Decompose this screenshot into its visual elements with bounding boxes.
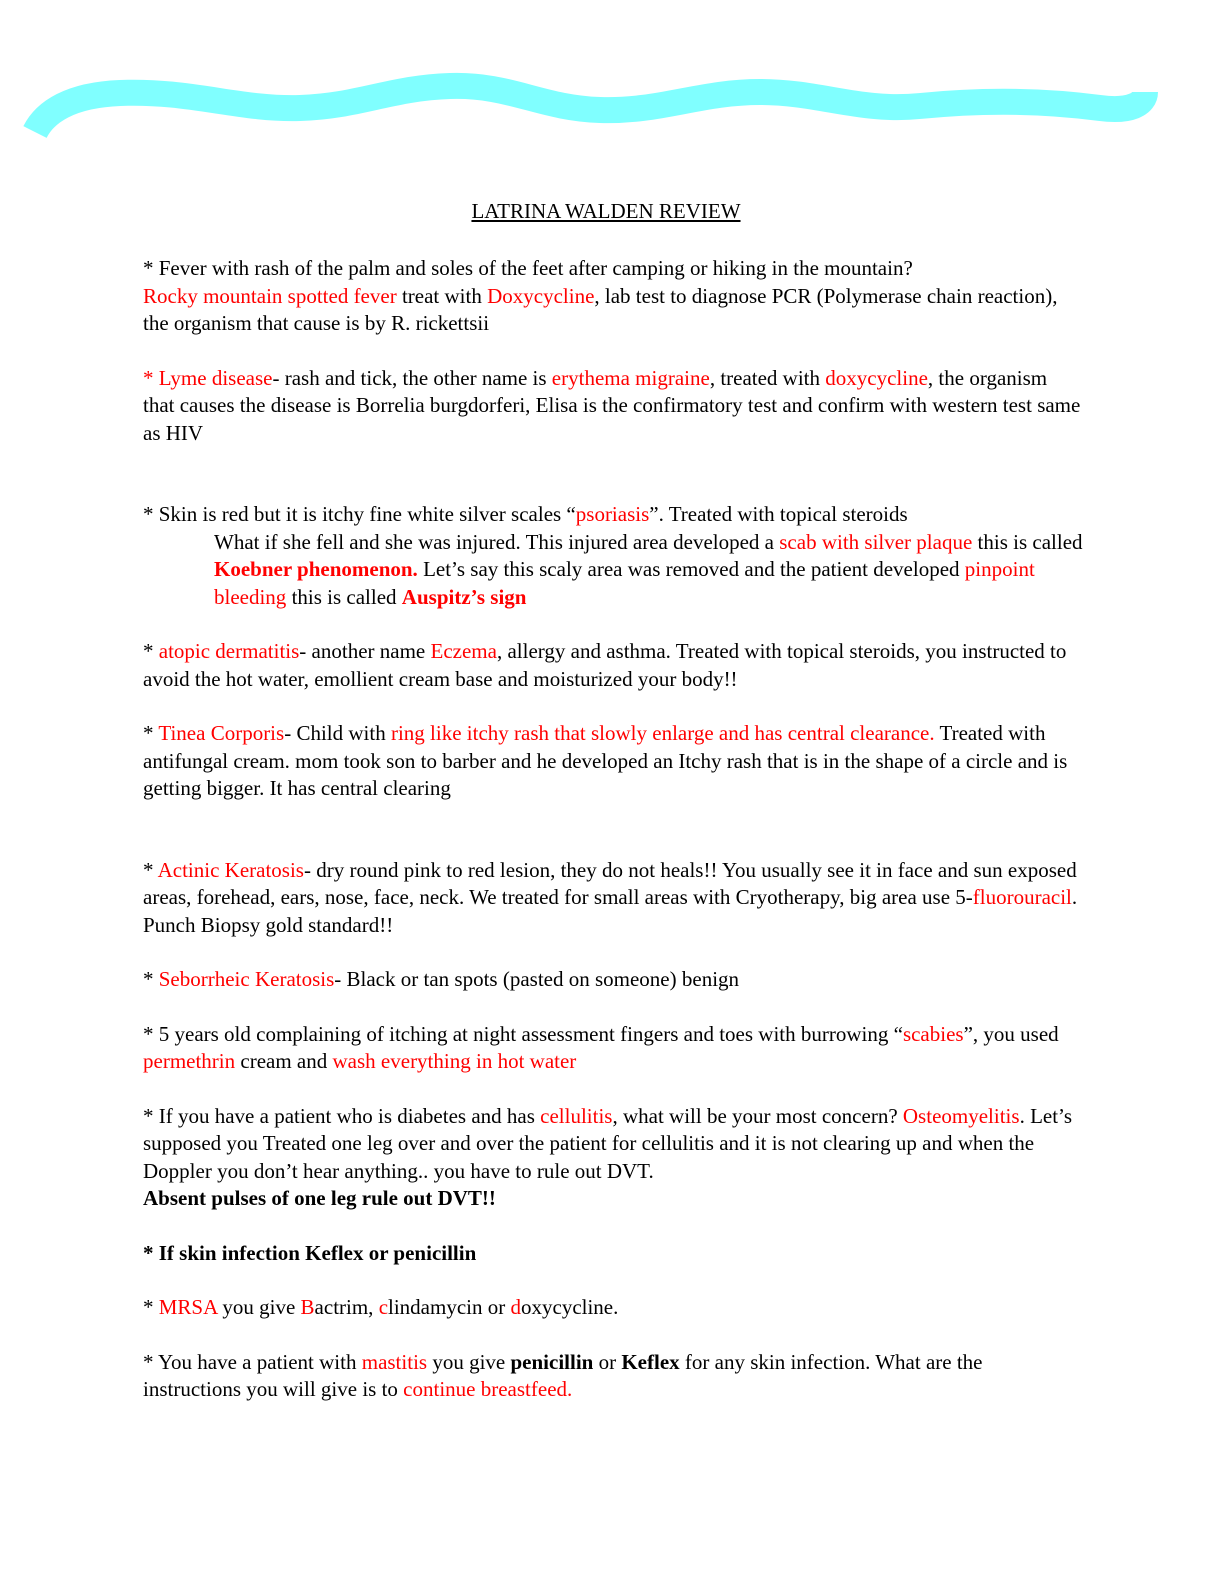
lyme-drug: doxycycline <box>825 365 928 390</box>
tinea-text: - Child with <box>284 721 391 745</box>
mrsa-text: you give <box>217 1295 301 1319</box>
psoriasis-text: * Skin is red but it is itchy fine white silver scales “ <box>143 502 576 526</box>
bactrim-initial: B <box>300 1295 315 1319</box>
mrsa-text: lindamycin or <box>388 1295 511 1319</box>
lyme-paragraph <box>143 365 1083 448</box>
psoriasis-scab: scab with silver plaque <box>779 529 973 554</box>
bullet: * <box>143 721 159 745</box>
auspitz-sign: Auspitz’s sign <box>401 584 527 609</box>
psoriasis-paragraph <box>143 501 1083 529</box>
actinic-name: Actinic Keratosis <box>157 857 304 882</box>
mastitis-text: * You have a patient with <box>143 1349 362 1374</box>
cellulitis-text: , what will be your most concern? <box>612 1103 903 1128</box>
rmsf-text: treat with <box>396 283 488 308</box>
keflex-drug: Keflex <box>621 1349 680 1374</box>
fluorouracil-drug: fluorouracil <box>972 885 1072 909</box>
psoriasis-followup <box>143 529 1083 612</box>
tinea-paragraph <box>143 720 1083 803</box>
psoriasis-text: this is called <box>972 529 1083 554</box>
atopic-paragraph <box>143 638 1083 693</box>
bullet: * <box>143 857 158 882</box>
scabies-paragraph <box>143 1021 1083 1076</box>
bullet: * <box>143 639 159 663</box>
lyme-name: * Lyme disease <box>143 365 273 390</box>
scabies-text: cream and <box>235 1049 333 1073</box>
cellulitis-name: cellulitis <box>540 1103 613 1128</box>
psoriasis-text: ”. Treated with topical steroids <box>649 502 908 526</box>
mastitis-paragraph <box>143 1349 1083 1404</box>
mastitis-text: or <box>593 1349 622 1374</box>
bullet: * <box>143 1295 159 1319</box>
scabies-name: scabies <box>902 1021 964 1046</box>
permethrin-drug: permethrin <box>143 1049 236 1073</box>
lyme-text: , the organism that causes the disease is Borrelia burgdorferi, Elisa is the confirmatory test and confirm with western test same as HIV <box>143 365 1081 445</box>
cellulitis-paragraph <box>143 1103 1083 1213</box>
rmsf-question: * Fever with rash of the palm and soles of the feet after camping or hiking in the mountain? <box>143 256 913 280</box>
scabies-wash-instruction: wash everything in hot water <box>332 1049 577 1073</box>
scabies-text: ”, you used <box>963 1021 1059 1046</box>
breastfeed-instruction: continue breastfeed. <box>403 1377 573 1401</box>
bullet: * <box>143 967 159 991</box>
mastitis-text: for any skin infection. What are the instructions you will give is to <box>143 1349 983 1401</box>
tinea-name: Tinea Corporis <box>158 721 285 745</box>
actinic-text: . Punch Biopsy gold standard!! <box>143 885 1078 937</box>
psoriasis-text: Let’s say this scaly area was removed and the patient developed <box>417 557 965 581</box>
seborrheic-paragraph <box>143 966 1083 994</box>
review-body <box>143 255 1083 1404</box>
actinic-text: - dry round pink to red lesion, they do not heals!! You usually see it in face and sun exposed areas, forehead, ears, nose, face, neck. We treated for small areas with Cryotherapy, big area use 5- <box>143 857 1077 909</box>
page-title: LATRINA WALDEN REVIEW <box>471 199 741 223</box>
mrsa-text: actrim, <box>314 1295 379 1319</box>
rmsf-drug: Doxycycline <box>487 283 595 308</box>
tinea-description: ring like itchy rash that slowly enlarge and has central clearance. <box>390 721 935 745</box>
penicillin-drug: penicillin <box>510 1349 594 1374</box>
actinic-paragraph <box>143 857 1083 940</box>
mastitis-name: mastitis <box>361 1349 428 1374</box>
seborrheic-name: Seborrheic Keratosis <box>158 967 335 991</box>
atopic-text: - another name <box>299 639 431 663</box>
dvt-rule: Absent pulses of one leg rule out DVT!! <box>143 1186 496 1210</box>
skin-infection-paragraph: * If skin infection Keflex or penicillin <box>143 1240 477 1265</box>
rmsf-text: , lab test to diagnose PCR (Polymerase chain reaction), the organism that cause is by R. rickettsii <box>143 283 1058 335</box>
wave-stroke <box>35 86 1145 132</box>
clindamycin-initial: c <box>378 1295 389 1319</box>
rmsf-paragraph <box>143 255 1083 338</box>
mrsa-text: oxycycline. <box>521 1295 619 1319</box>
eczema-name: Eczema <box>430 639 497 663</box>
osteomyelitis-name: Osteomyelitis <box>902 1103 1020 1128</box>
psoriasis-text: this is called <box>286 584 402 609</box>
koebner-phenomenon: Koebner phenomenon. <box>214 557 418 581</box>
lyme-text: - rash and tick, the other name is <box>272 365 552 390</box>
scabies-text: * 5 years old complaining of itching at night assessment fingers and toes with burrowing “ <box>143 1021 903 1046</box>
seborrheic-text: - Black or tan spots (pasted on someone) benign <box>334 967 740 991</box>
cellulitis-text: . Let’s supposed you Treated one leg over and over the patient for cellulitis and it is not clearing up and when the Doppler you don’t hear anything.. you have to rule out DVT. <box>143 1103 1073 1183</box>
psoriasis-name: psoriasis <box>575 502 650 526</box>
lyme-text: , treated with <box>709 365 826 390</box>
cellulitis-text: * If you have a patient who is diabetes and has <box>143 1103 541 1128</box>
mrsa-paragraph <box>143 1294 1083 1322</box>
atopic-name: atopic dermatitis <box>158 639 300 663</box>
rmsf-name: Rocky mountain spotted fever <box>143 283 397 308</box>
doxycycline-initial: d <box>510 1295 521 1319</box>
mastitis-text: you give <box>427 1349 511 1374</box>
pinpoint-bleeding: pinpoint bleeding <box>214 557 1035 609</box>
cyan-wave-banner <box>0 0 1224 180</box>
tinea-text: Treated with antifungal cream. mom took son to barber and he developed an Itchy rash that is in the shape of a circle and is getting bigger. It has central clearing <box>143 721 1068 800</box>
atopic-text: , allergy and asthma. Treated with topical steroids, you instructed to avoid the hot water, emollient cream base and moisturized your body!! <box>143 639 1067 691</box>
mrsa-name: MRSA <box>158 1295 218 1319</box>
psoriasis-text: What if she fell and she was injured. This injured area developed a <box>214 529 780 554</box>
lyme-alt-name: erythema migraine <box>551 365 710 390</box>
